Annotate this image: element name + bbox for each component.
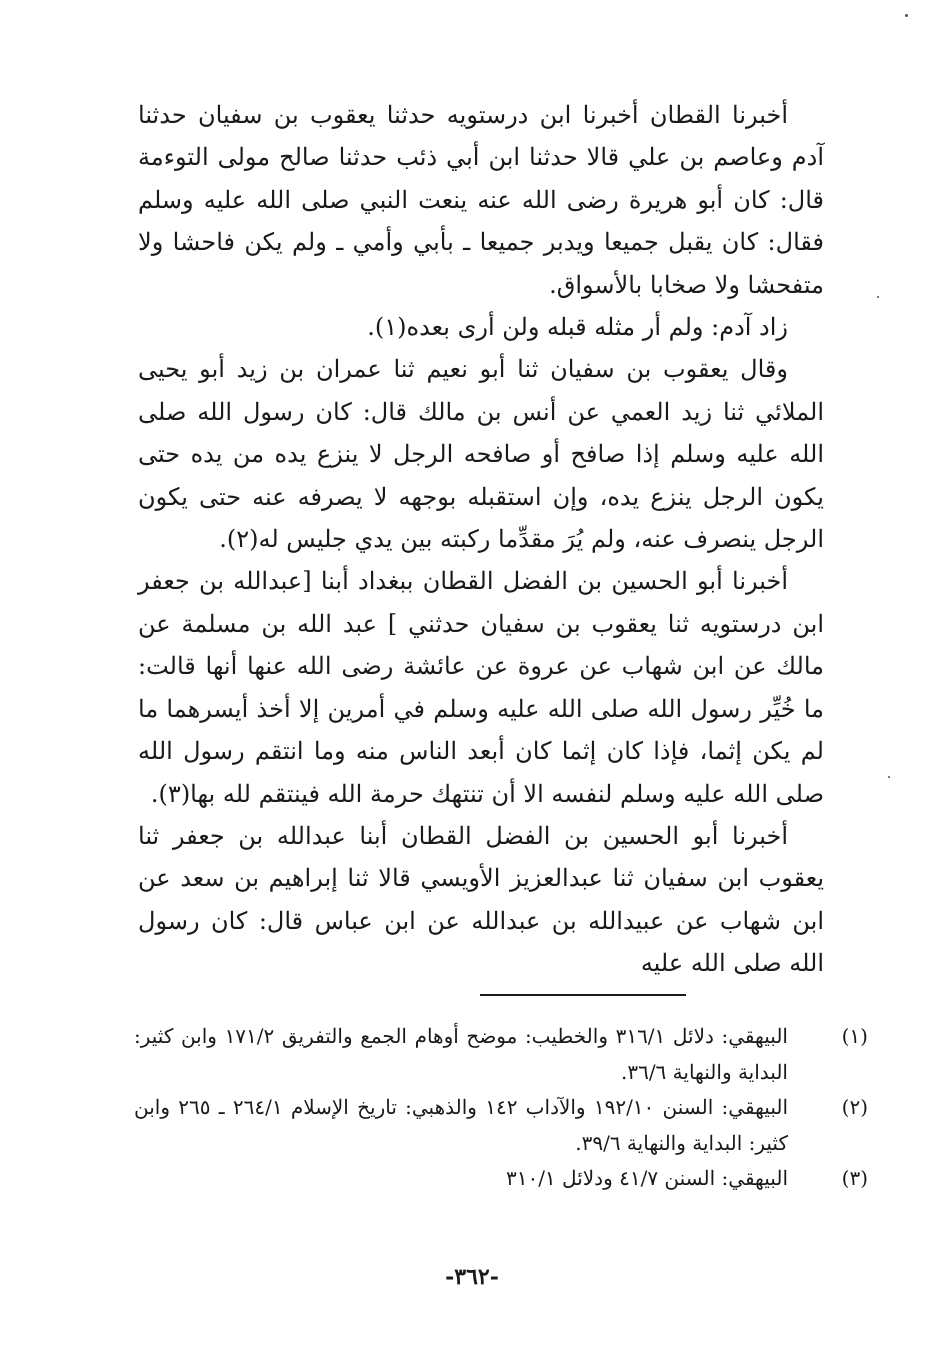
paragraph-5: أخبرنا أبو الحسين بن الفضل القطان أبنا عبدالله بن جعفر ثنا يعقوب ابن سفيان ثنا عبدالعزيز الأويسي قالا ثنا إبراهيم بن سعد عن ابن شهاب عن عبيدالله بن عبدالله عن ابن عباس قال: كان رسول الله صلى الله عليه — [138, 821, 824, 978]
footnote-3 — [134, 1161, 868, 1197]
scan-speck — [905, 14, 908, 17]
footnote-number: (٣) — [841, 1166, 868, 1190]
footnotes-section — [134, 1019, 869, 1197]
footnote-text: البيهقي: السنن ٤١/٧ ودلائل ٣١٠/١ — [505, 1166, 788, 1190]
footnote-number: (٢) — [841, 1095, 869, 1119]
paragraph-1: أخبرنا القطان أخبرنا ابن درستويه حدثنا يعقوب بن سفيان حدثنا آدم وعاصم بن علي قالا حدثنا ابن أبي ذئب حدثنا صالح مولى التوءمة قال: كان أبو هريرة رضى الله عنه ينعت النبي صلى الله عليه وسلم فقال: كان يقبل جميعا ويدبر جميعا ـ بأبي وأمي ـ ولم يكن فاحشا ولا متفحشا ولا صخابا بالأسواق. — [138, 101, 824, 299]
footnote-1 — [134, 1019, 868, 1090]
page-number: -٣٦٢- — [445, 1264, 499, 1290]
paragraph-3: وقال يعقوب بن سفيان ثنا أبو نعيم ثنا عمران بن زيد أبو يحيى الملائي ثنا زيد العمي عن أنس بن مالك قال: كان رسول الله صلى الله عليه وسلم إذا صافح أو صافحه الرجل لا ينزع يده من يده حتى يكون الرجل ينزع يده، وإن استقبله بوجهه لا يصرفه عنه حتى يكون الرجل ينصرف عنه، ولم يُرَ مقدِّما ركبته بين يدي جليس له(٢). — [138, 355, 824, 554]
scan-speck — [877, 296, 879, 298]
paragraph-2: زاد آدم: ولم أر مثله قبله ولن أرى بعده(١). — [367, 313, 788, 342]
footnote-text: البيهقي: السنن ١٩٢/١٠ والآداب ١٤٢ والذهبي: تاريخ الإسلام ٢٦٤/١ ـ ٢٦٥ وابن كثير: البداية والنهاية ٣٩/٦. — [134, 1095, 789, 1155]
footnote-number: (١) — [841, 1024, 868, 1048]
footnote-2 — [134, 1090, 869, 1161]
footnote-text: البيهقي: دلائل ٣١٦/١ والخطيب: موضح أوهام الجمع والتفريق ١٧١/٢ وابن كثير: البداية والنهاية ٣٦/٦. — [134, 1024, 788, 1084]
paragraph-4: أخبرنا أبو الحسين بن الفضل القطان ببغداد أبنا [عبدالله بن جعفر ابن درستويه ثنا يعقوب بن سفيان حدثني ] عبد الله بن مسلمة عن مالك عن ابن شهاب عن عروة عن عائشة رضى الله عنها أنها قالت: ما خُيِّر رسول الله صلى الله عليه وسلم في أمرين إلا أخذ أيسرهما ما لم يكن إثما، فإذا كان إثما كان أبعد الناس منه وما انتقم رسول الله صلى الله عليه وسلم لنفسه الا أن تنتهك حرمة الله فينتقم لله بها(٣). — [138, 567, 825, 808]
footnote-separator — [480, 994, 686, 996]
scan-speck — [888, 776, 890, 778]
main-text-body — [138, 94, 824, 985]
